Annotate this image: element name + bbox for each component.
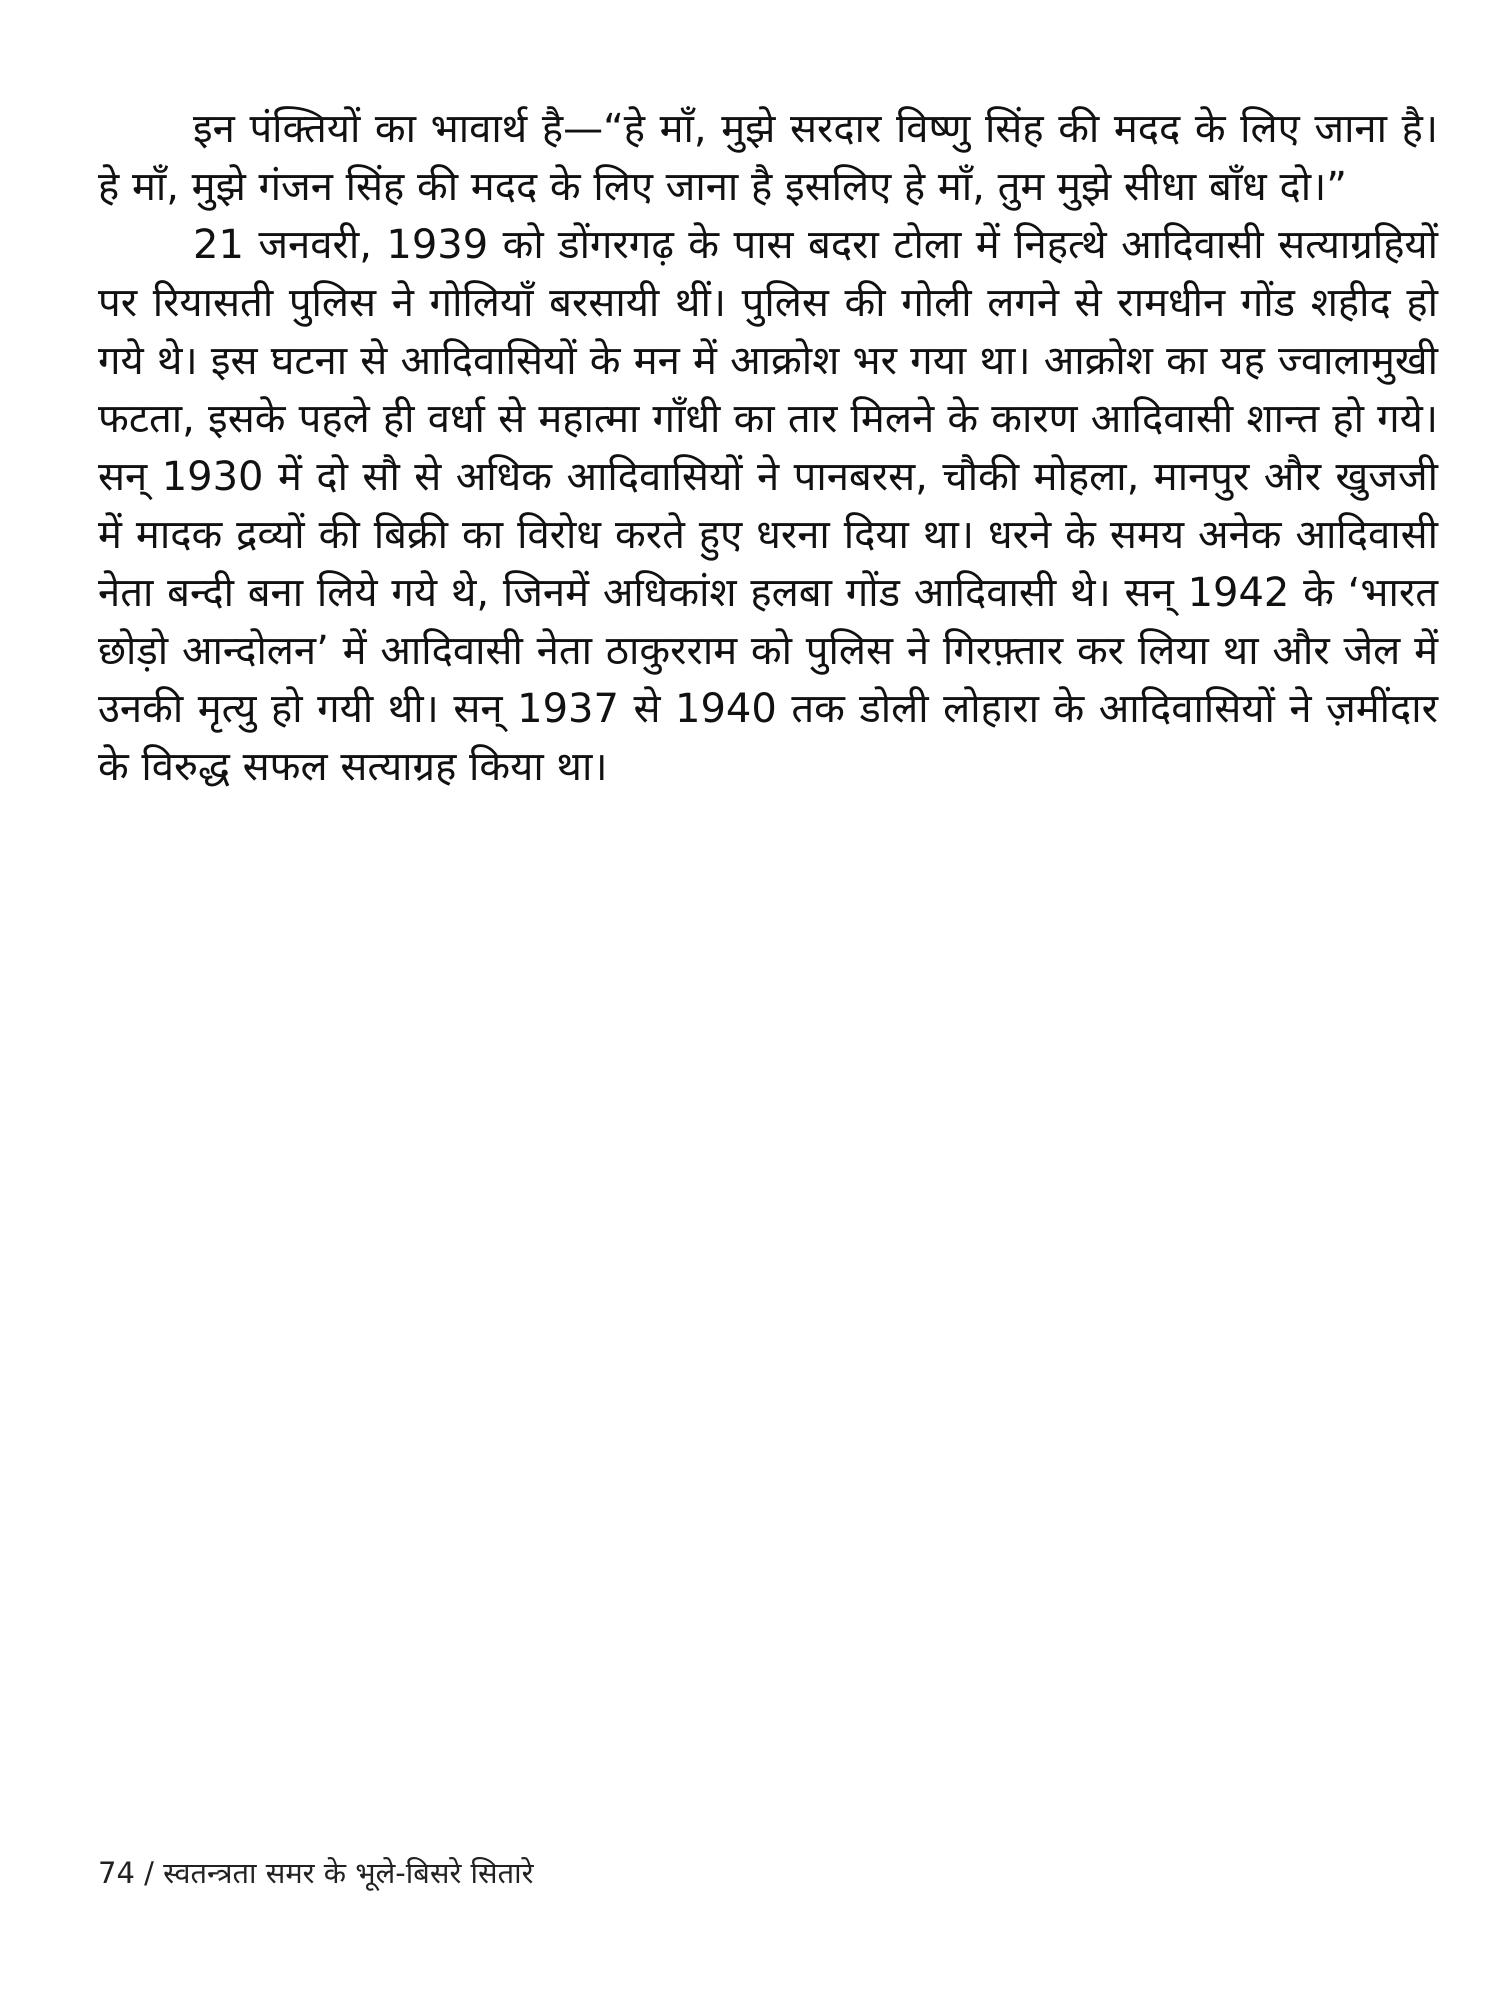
- paragraph-history: 21 जनवरी, 1939 को डोंगरगढ़ के पास बदरा टोला में निहत्थे आदिवासी सत्याग्रहियों पर रियासती पुलिस ने गोलियाँ बरसायी थीं। पुलिस की गोली लगने से रामधीन गोंड शहीद हो गये थे। इस घटना से आदिवासियों के मन में आक्रोश भर गया था। आक्रोश का यह ज्वालामुखी फटता, इसके पहले ही वर्धा से महात्मा गाँधी का तार मिलने के कारण आदिवासी शान्त हो गये। सन् 1930 में दो सौ से अधिक आदिवासियों ने पानबरस, चौकी मोहला, मानपुर और खुजजी में मादक द्रव्यों की बिक्री का विरोध करते हुए धरना दिया था। धरने के समय अनेक आदिवासी नेता बन्दी बना लिये गये थे, जिनमें अधिकांश हलबा गोंड आदिवासी थे। सन् 1942 के ‘भारत छोड़ो आन्दोलन’ में आदिवासी नेता ठाकुरराम को पुलिस ने गिरफ़्तार कर लिया था और जेल में उनकी मृत्यु हो गयी थी। सन् 1937 से 1940 तक डोली लोहारा के आदिवासियों ने ज़मींदार के विरुद्ध सफल सत्याग्रह किया था।: [98, 222, 1438, 790]
- page-footer: 74 / स्वतन्त्रता समर के भूले-बिसरे सितारे: [98, 1856, 534, 1890]
- paragraph-translation: इन पंक्तियों का भावार्थ है—“हे माँ, मुझे सरदार विष्णु सिंह की मदद के लिए जाना है। हे माँ, मुझे गंजन सिंह की मदद के लिए जाना है इसलिए हे माँ, तुम मुझे सीधा बाँध दो।”: [98, 106, 1438, 210]
- body-text: [98, 100, 1438, 796]
